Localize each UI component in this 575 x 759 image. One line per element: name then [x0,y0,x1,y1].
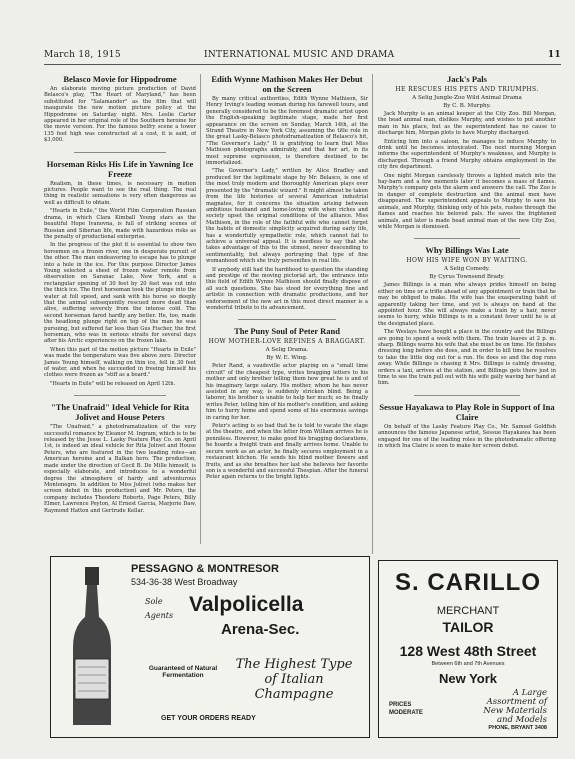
wine-brand: Valpolicella [189,593,304,616]
tailor-street: 128 West 48th Street [399,643,537,659]
wine-firm-address: 534-36-38 West Broadway [131,577,238,587]
article [44,159,196,388]
article-paragraph: Peter's acting is so bad that he is told to vacate the stage at the theatre, and when the letter from William arrives he is penniless. However, to make good his bragging declarations, he hoards a freight train and finally arrives home. Unable to secure work as an actor, he finally secures employment in a restaurant kitchen. He sends his blind mother flowers and fruits, and as she breathes her last she believes her favorite son is a wonderful and successful Thespian. After the funeral Peter again returns to the bright lights. [206,423,368,481]
article-paragraph: When this part of the motion picture "Hearts in Exile" was made the temperature was five above zero. Director James Young himself, walking on thin ice, fell in 30 feet of water, and when he succeeded in freeing himself his clothes were frozen as "stiff as a board." [44,346,196,379]
article-paragraph: If anybody still had the hardihood to question the standing and prestige of the moving pictorial art, the entrance into this field of Edith Wynne Mathison should finally dispose of all such questions. She has stood for everything fine and artistic in connection with dramatic productions, and her endorsement of the new art in this most direct manner is a wonderful tribute to its advancement. [206,266,368,311]
tailor-between: Between 6th and 7th Avenues [431,661,505,667]
article-subtitle: HOW MOTHER-LOVE REFINES A BRAGGART. [208,338,366,346]
article-paragraph: James Billings is a man who always prides himself on being either on time or a trifle ahead of any appointment or train that he may be obliged to make. His wife has the exasperating habit of apparently taking her time, and yet is always on hand at the appointed hour. She will always make a train by a hair, never seems to hurry, while Billings is in a constant fever until he is at the designated place. [378,282,556,327]
article-paragraph: "The Governor's Lady," written by Alice Bradley and produced for the legitimate stage by Mr. Belasco, is one of the most truly modern and thoroughly American plays ever presented by the "dramatic wizard." It might almost be taken from the life histories of several American industrial magnates, for it concerns the situation arising between ambitious husband and home-loving wife when riches and society upset the original conditions of the alliance. Miss Mathison, in the role of the faithful wife who cannot forget the habits of domestic simplicity acquired during early life, has a wonderfully sympathetic role, which cannot fail to achieve a universal appeal. It is needless to say that she takes advantage of this to the utmost, never descending to sentimentality, but always portraying that type of fine womanhood which she truly personifies in real life. [206,168,368,265]
publication-title: INTERNATIONAL MUSIC AND DRAMA [204,50,395,60]
article [378,74,556,230]
article-body [378,424,556,450]
wine-firm-name: PESSAGNO & MONTRESOR [131,563,279,575]
article [378,402,556,450]
wine-tagline: The Highest Type of Italian Champagne [235,657,353,702]
article-body [378,282,556,387]
column-2 [206,74,368,544]
header-rule [44,64,561,65]
article-title: "The Unafraid" Ideal Vehicle for Rita Jolivet and House Peters [51,402,189,423]
article-separator [414,238,521,239]
tailor-label: TAILOR [442,619,494,635]
article-title: Belasco Movie for Hippodrome [63,74,177,84]
article-title: Sessue Hayakawa to Play Role in Support of Ina Claire [379,401,555,422]
tailor-assortment: A Large Assortment of New Materials and Models [483,688,547,725]
column-divider [372,74,373,554]
sole-label: Sole [145,597,163,606]
column-divider [200,74,201,544]
article-separator [74,395,165,396]
article [378,245,556,387]
article [44,74,196,144]
tailor-prices [389,701,423,717]
article-title: Edith Wynne Mathison Makes Her Debut on the Screen [211,74,363,94]
tailor-city: New York [438,671,498,686]
article-paragraph: "Hearts in Exile" will be released on April 12th. [50,380,176,387]
article-body [44,86,196,144]
article-separator [74,152,165,153]
article [206,74,368,311]
article-body [206,96,368,311]
article-byline: By C. B. Murphy. [443,103,491,109]
article-paragraph: In the progress of the plot it is essential to show two horsemen on a frozen river, one in desperate pursuit of the other. The man endeavoring to escape has to plunge into a hole in the ice. For this purpose Director James Young selected a sheet of frozen water remote from observation on Saranac Lake, New York, and a rectangular opening of 30 feet by 20 feet was cut into the thick ice. The first horseman took the plunge into the water at full speed, and sank with his horse so deeply that the animal subsequently rescued more dead than alive, suffering severely from the intense cold. The second horseman fared hardly any better. He, too, made the headlong plunge right on top of the man he was pursuing, but suffered far less than Gus Fischer, the first horseman, who was in serious straits for several days after his Arctic experiences on the frozen lake. [44,242,196,345]
article [44,402,196,514]
wine-brand-sub: Arena-Sec. [221,621,300,638]
article-paragraph: The Weslays have bought a place in the country and the Billings are going to spend a week with them. The train leaves at 2 p. m. sharp. Billings warns his wife that she must be on time. He finishes dressing long before she does, and in order to kill time he resolves to take the little dog out for a run. He does so and the dog runs away. While Billings is chasing it Mrs. Billings is calmly dressing, orders a taxi, arrives at the station, and Billings gets there just in time to see the train pull out with his wife gaily waving her hand at him. [378,329,556,387]
article-paragraph: Enticing him into a saloon, he manages to induce Murphy to drink until he becomes intoxicated. The next morning Morgan informs the superintendent of Murphy's weakness, and Murphy is discharged. Through a friend Murphy obtains employment in the city fire department. [378,138,556,171]
order-call: GET YOUR ORDERS READY [161,715,256,722]
column-3 [378,74,556,552]
tailor-firm-name: S. CARILLO [395,569,541,596]
article-body [44,424,196,514]
tailor-phone: PHONE, BRYANT 3408 [488,725,547,731]
column-1 [44,74,196,544]
article-separator [238,319,335,320]
article-paragraph: One night Morgan carelessly throws a lighted match into the hay-barn and a few moments later it becomes a mass of flames. Murphy's company gets the alarm and answers the call. The Zoo is in danger of complete destruction and the animal men have disappeared. The superintendent appeals to Murphy to save his animals, and Murphy, thinking only of his pets, rushes through the flames and reaches his beloved pals. He saves the frightened animals, and later is made head animal man of the new City Zoo, while Morgan is dismissed. [378,172,556,230]
article-title: Why Billings Was Late [425,245,509,256]
article-subtitle: HE RESCUES HIS PETS AND TRIUMPHS. [395,86,539,93]
article-paragraph: By many critical authorities, Edith Wynne Mathison, Sir Henry Irving's leading woman during his farewell tours, and generally considered to be the foremost dramatic artist upon the English-speaking legitimate stage, made her first appearance on the screen on Sunday, March 14th, at the Strand Theatre in New York City, assuming the title role in the great Lasky-Belasco photodramatization of Belasco's hit, "The Governor's Lady." It is gratifying to learn that Miss Mathison photographs admirably, and that her art, in its most supreme expression, is therefore destined to be immortalized. [206,96,368,167]
article-paragraph: "The Unafraid," a photodramatization of the very successful romance by Eleanor M. Ingram, which is to be released by the Jesse L. Lasky Feature Play Co. on April 1st, is indeed an ideal vehicle for Rita Jolivet and House Peters, who are featured in the two leading roles—an American heroine and a Balkan hero. The production, made under the direction of Cecil B. De Mille himself, is especially elaborate, and introduces to a wonderful degree the atmosphere of hardy and adventurous Montenegro. In addition to Miss Jolivet (who makes her screen debut in this production) and Mr. Peters, the company includes Theodore Roberts, Page Peters, Billy Elmer, Lawrence Peyton, Al Ernest Garcia, Marjorie Daw, Raymond Hatton and Gertrude Kellar. [44,424,196,514]
article-byline: By W. E. Wing. [266,355,308,362]
guarantee-text: Guaranteed of Natural Fermentation [148,665,218,679]
article-title: The Puny Soul of Peter Rand [234,326,340,337]
article-body [206,363,368,480]
tailor-merchant: MERCHANT [436,605,500,617]
tailor-advertisement [378,560,558,738]
issue-date: March 18, 1915 [44,50,121,60]
article [206,326,368,480]
article-genre: A Selig Jungle-Zoo Wild Animal Drama [412,95,522,101]
article-title: Jack's Pals [447,74,487,84]
page-number: 11 [547,50,561,60]
article-paragraph: "Hearts in Exile," the World Film Corporation Russian drama, in which Clara Kimball Young stars as the beautiful Hope Ivanovna, is full of striking scenes of Russian and Siberian life, made with hazardous risks as the penalty of productional enterprise. [44,208,196,240]
article-byline: By Cyrus Townsend Brady. [429,274,505,281]
champagne-bottle-icon [65,567,119,729]
article-paragraph: On behalf of the Lasky Feature Play Co., Mr. Samuel Goldfish announces the famous Japanese artist, Sessue Hayakawa has been engaged for one of the leading roles in the photodramatic offering in which Ina Claire is soon to make her screen debut. [378,423,556,450]
page-header [44,50,561,64]
article-paragraph: Realism, in these times, is necessary in motion pictures. People want to see the real thing. The real thing in realistic sensations is very often dangerous as well as difficult to obtain. [44,180,196,206]
agents-label: Agents [145,611,174,620]
article-paragraph: Jack Murphy is an animal keeper at the City Zoo. Bill Morgan, the head animal man, dislikes Murphy, and wishes to put another man in his place, but as the superintendent has no cause to discharge him, Morgan plots to have Murphy discharged. [378,111,556,137]
article-paragraph: An elaborate moving picture production of David Belasco's play, "The Heart of Maryland," has been substituted for "Salamander" as the film that will inaugurate the new motion picture policy at the Hippodrome on Saturday night. Mrs. Leslie Carter appeared in her original role of the Southern heroine for the movie version. For the famous belfry scene a tower 135 feet high was constructed at a cost, it is said, of $3,000. [44,86,196,144]
article-body [378,111,556,230]
article-genre: A Selig Comedy. [444,266,490,273]
article-genre: A Selig Drama. [265,347,309,354]
article-separator [414,395,521,396]
wine-advertisement [50,556,370,738]
moderate-label: MODERATE [389,710,423,716]
article-paragraph: Peter Rand, a vaudeville actor playing on a "small time circuit" of the cheapest type, writes bragging letters to his mother and only brother telling them how great he is and of his imaginary large salary. His mother, whom he has never assisted in any way, is suddenly stricken blind. Being a laborer, his brother is unable to help her much; so he finally writes Peter, telling him of his mother's condition, and asking him to hurry home and spend some of his enormous savings in caring for her. [206,363,368,421]
article-title: Horseman Risks His Life in Yawning Ice Freeze [46,158,194,179]
prices-label: PRICES [389,702,412,708]
article-body [44,181,196,388]
article-subtitle: HOW HIS WIFE WON BY WAITING. [406,257,528,265]
